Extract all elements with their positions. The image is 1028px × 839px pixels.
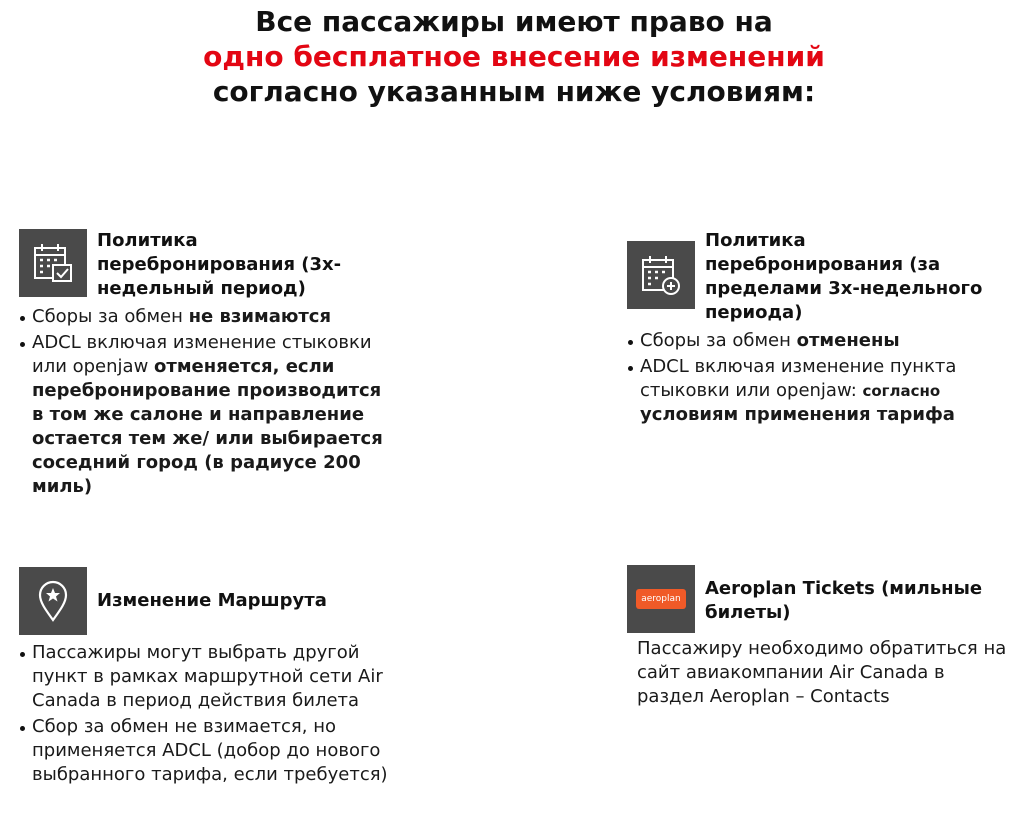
list-item: Пассажиры могут выбрать другой пункт в рамках маршрутной сети Air Canada в период действия билета bbox=[18, 641, 393, 713]
block-within-list bbox=[18, 305, 396, 501]
list-item: ADCL включая изменение стыковки или openjaw отменяется, если перебронирование производится в том же салоне и направление остается тем же/ или выбирается соседний город (в радиусе 200 миль) bbox=[18, 331, 396, 499]
headline-line-1: Все пассажиры имеют право на bbox=[255, 5, 773, 38]
headline bbox=[0, 4, 1028, 109]
block-route-title: Изменение Маршрута bbox=[97, 590, 327, 611]
calendar-check-icon bbox=[19, 229, 87, 297]
list-item: Сборы за обмен не взимаются bbox=[18, 305, 396, 329]
block-outside-title: Политика перебронирования (за пределами 3х-недельного периода) bbox=[705, 230, 983, 323]
block-aeroplan-title: Aeroplan Tickets (мильные билеты) bbox=[705, 578, 983, 623]
headline-line-3: согласно указанным ниже условиям: bbox=[212, 75, 816, 108]
block-outside-list bbox=[626, 329, 1006, 429]
list-item: Сборы за обмен отменены bbox=[626, 329, 1006, 353]
block-aeroplan-text: Пассажиру необходимо обратиться на сайт авиакомпании Air Canada в раздел Aeroplan – Contacts bbox=[637, 638, 1007, 707]
list-item: Сбор за обмен не взимается, но применяется ADCL (добор до нового выбранного тарифа, если требуется) bbox=[18, 715, 393, 787]
aeroplan-logo-text: aeroplan bbox=[636, 589, 686, 609]
map-pin-star-icon bbox=[19, 567, 87, 635]
block-within-title: Политика перебронирования (3х-недельный период) bbox=[97, 230, 342, 299]
aeroplan-logo bbox=[627, 565, 695, 633]
block-route-list bbox=[18, 641, 393, 789]
calendar-plus-icon bbox=[627, 241, 695, 309]
headline-line-2: одно бесплатное внесение изменений bbox=[203, 40, 825, 73]
list-item: ADCL включая изменение пункта стыковки или openjaw: согласно условиям применения тарифа bbox=[626, 355, 1006, 427]
